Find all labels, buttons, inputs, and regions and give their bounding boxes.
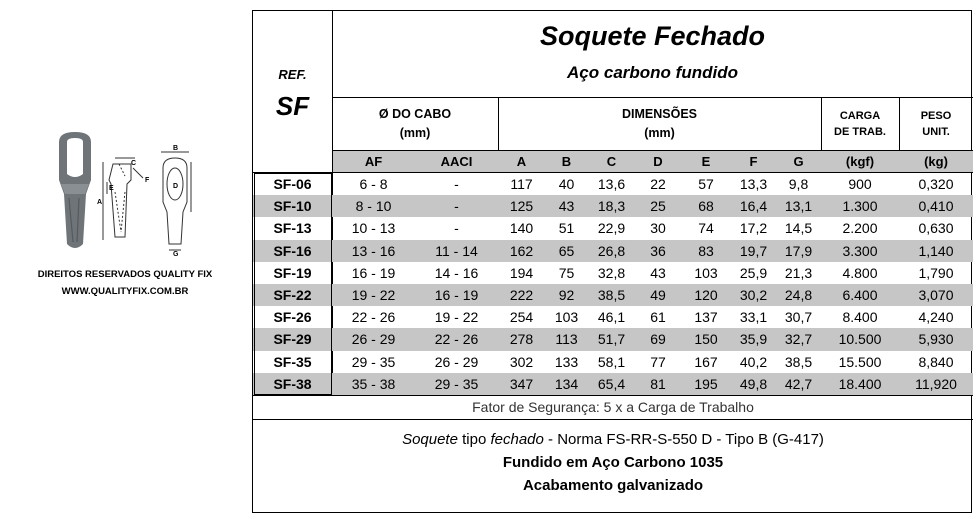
row-cell-kg: 0,630 (918, 220, 954, 237)
row-cell-d: 77 (650, 353, 666, 370)
page-title: Soquete Fechado (539, 21, 766, 51)
row-cell-a: 162 (509, 242, 534, 259)
row-cell-kg: 11,920 (915, 375, 957, 392)
row-cell-g: 13,1 (784, 198, 813, 215)
unit-weight-header (899, 97, 973, 150)
row-cell-kg: 3,070 (918, 287, 954, 304)
ref-column-frame (254, 173, 332, 395)
row-cell-e: 68 (698, 198, 714, 215)
row-cell-b: 43 (558, 198, 575, 215)
row-cell-af: 29 - 35 (351, 353, 396, 370)
row-cell-aaci: - (454, 176, 459, 193)
row-cell-aaci: - (454, 198, 459, 215)
row-cell-aaci: 16 - 19 (434, 287, 479, 304)
row-cell-e: 103 (694, 264, 718, 281)
row-cell-g: 30,7 (784, 309, 813, 326)
product-panel (0, 0, 250, 519)
ref-code: SF (275, 91, 310, 121)
row-cell-c: 58,1 (597, 353, 626, 370)
row-cell-aaci: 22 - 26 (434, 331, 479, 348)
row-cell-kgf: 2.200 (842, 220, 878, 237)
row-cell-kgf: 6.400 (842, 287, 878, 304)
row-cell-a: 125 (509, 198, 534, 215)
dim-letter-a: A (97, 199, 103, 206)
sub-header-aaci: AACI (440, 154, 473, 169)
row-cell-b: 133 (554, 353, 579, 370)
row-cell-kgf: 8.400 (842, 309, 878, 326)
sub-header-a: A (516, 154, 527, 169)
footer-standard-line (253, 431, 973, 448)
row-cell-b: 92 (558, 287, 575, 304)
row-cell-d: 36 (650, 242, 666, 259)
row-cell-d: 61 (650, 309, 666, 326)
row-cell-kgf: 15.500 (838, 353, 882, 370)
row-cell-a: 347 (509, 375, 534, 392)
row-ref: SF-29 (273, 331, 312, 348)
row-cell-d: 81 (650, 375, 666, 392)
row-cell-kg: 5,930 (918, 331, 954, 348)
row-cell-d: 69 (650, 331, 666, 348)
dim-letter-g: G (173, 251, 179, 257)
footer-closed-word: fechado (490, 431, 544, 448)
footer-norm: - Norma FS-RR-S-550 D - Tipo B (G-417) (543, 431, 824, 448)
row-cell-e: 137 (694, 309, 718, 326)
sub-header-e: E (701, 154, 711, 169)
row-cell-c: 13,6 (597, 176, 626, 193)
row-cell-c: 18,3 (597, 198, 626, 215)
row-cell-kg: 4,240 (918, 309, 954, 326)
row-cell-b: 75 (558, 264, 575, 281)
row-cell-af: 13 - 16 (351, 242, 396, 259)
row-cell-c: 46,1 (597, 309, 626, 326)
row-cell-c: 51,7 (597, 331, 626, 348)
sub-header-kgf: (kgf) (845, 154, 875, 169)
sub-header-b: B (561, 154, 572, 169)
row-cell-af: 10 - 13 (351, 220, 396, 237)
row-cell-e: 74 (698, 220, 714, 237)
row-cell-kgf: 3.300 (842, 242, 878, 259)
row-cell-d: 30 (650, 220, 666, 237)
sub-header-c: C (606, 154, 617, 169)
row-cell-af: 6 - 8 (359, 176, 388, 193)
row-cell-f: 19,7 (739, 242, 768, 259)
row-cell-g: 14,5 (784, 220, 813, 237)
socket-photo (59, 132, 91, 248)
row-cell-d: 49 (650, 287, 666, 304)
dim-letter-f: F (145, 177, 150, 184)
row-cell-aaci: 26 - 29 (434, 353, 479, 370)
row-ref: SF-35 (273, 353, 312, 370)
row-ref: SF-16 (273, 242, 312, 259)
row-cell-a: 194 (509, 264, 534, 281)
row-cell-c: 38,5 (597, 287, 626, 304)
row-cell-g: 24,8 (784, 287, 813, 304)
sub-header-d: D (653, 154, 663, 169)
row-ref: SF-38 (273, 375, 312, 392)
row-cell-e: 120 (694, 287, 718, 304)
row-cell-af: 8 - 10 (355, 198, 392, 215)
row-cell-aaci: - (454, 220, 459, 237)
cable-diameter-unit: (mm) (399, 125, 431, 140)
row-cell-g: 32,7 (784, 331, 813, 348)
row-cell-b: 103 (554, 309, 579, 326)
safety-factor-note: Fator de Segurança: 5 x a Carga de Trabalho (472, 399, 754, 415)
row-cell-g: 38,5 (784, 353, 813, 370)
row-cell-f: 17,2 (739, 220, 768, 237)
row-cell-aaci: 19 - 22 (434, 309, 479, 326)
ref-label: REF. (278, 67, 307, 82)
row-ref: SF-13 (273, 220, 312, 237)
dimensions-unit: (mm) (644, 125, 675, 140)
footer-material: Fundido em Aço Carbono 1035 (502, 454, 724, 471)
row-cell-kgf: 900 (848, 176, 872, 193)
row-cell-d: 43 (650, 264, 666, 281)
row-cell-kg: 0,320 (918, 176, 954, 193)
row-cell-e: 57 (698, 176, 714, 193)
row-cell-b: 65 (558, 242, 575, 259)
socket-side-view (103, 158, 143, 240)
row-cell-c: 65,4 (597, 375, 626, 392)
row-cell-a: 222 (509, 287, 534, 304)
row-cell-e: 167 (694, 353, 718, 370)
row-cell-f: 49,8 (739, 375, 768, 392)
row-cell-e: 150 (694, 331, 718, 348)
row-cell-c: 22,9 (597, 220, 626, 237)
row-cell-b: 113 (555, 331, 578, 348)
row-ref: SF-26 (273, 309, 312, 326)
row-cell-b: 51 (558, 220, 575, 237)
sub-header-g: G (793, 154, 804, 169)
row-ref: SF-19 (273, 264, 312, 281)
row-cell-f: 35,9 (739, 331, 768, 348)
row-cell-g: 21,3 (784, 264, 813, 281)
row-cell-e: 195 (694, 375, 718, 392)
footer-type-word: tipo (457, 431, 491, 448)
row-cell-kg: 0,410 (918, 198, 954, 215)
row-cell-g: 42,7 (784, 375, 813, 392)
row-cell-aaci: 29 - 35 (434, 375, 479, 392)
dim-letter-d: D (173, 183, 179, 190)
row-cell-a: 254 (509, 309, 534, 326)
row-cell-a: 302 (509, 353, 534, 370)
working-load-header (821, 97, 899, 150)
spec-sheet (252, 10, 972, 513)
row-cell-d: 25 (650, 198, 666, 215)
website-link[interactable]: WWW.QUALITYFIX.COM.BR (61, 286, 189, 297)
dim-letter-b: B (173, 145, 179, 152)
dim-letter-e: E (109, 185, 114, 192)
row-cell-a: 278 (509, 331, 534, 348)
dim-letter-c: C (131, 160, 137, 167)
row-cell-c: 26,8 (597, 242, 626, 259)
working-load-line1: CARGA (839, 109, 881, 122)
unit-weight-line1: PESO (920, 109, 952, 122)
footer-product-word: Soquete (402, 431, 458, 448)
socket-front-view (161, 152, 191, 250)
row-cell-c: 32,8 (597, 264, 626, 281)
row-cell-f: 40,2 (739, 353, 768, 370)
row-cell-f: 30,2 (739, 287, 768, 304)
row-cell-kgf: 4.800 (842, 264, 878, 281)
row-cell-b: 40 (558, 176, 575, 193)
row-cell-a: 140 (509, 220, 534, 237)
page-subtitle: Aço carbono fundido (567, 63, 738, 82)
unit-weight-line2: UNIT. (922, 125, 950, 138)
row-cell-e: 83 (698, 242, 714, 259)
row-cell-d: 22 (650, 176, 666, 193)
row-cell-kgf: 1.300 (842, 198, 878, 215)
row-cell-aaci: 14 - 16 (434, 264, 479, 281)
row-cell-a: 117 (510, 176, 533, 193)
sub-header-f: F (749, 154, 758, 169)
sub-header-kg: (kg) (924, 154, 948, 169)
row-cell-f: 25,9 (739, 264, 768, 281)
row-ref: SF-10 (273, 198, 312, 215)
dimensions-header (498, 97, 821, 150)
row-cell-kgf: 18.400 (838, 375, 882, 392)
row-cell-kg: 1,140 (918, 242, 954, 259)
row-cell-af: 16 - 19 (351, 264, 396, 281)
row-cell-af: 26 - 29 (351, 331, 396, 348)
row-cell-af: 19 - 22 (351, 287, 396, 304)
row-cell-kg: 8,840 (918, 353, 954, 370)
working-load-line2: DE TRAB. (834, 125, 886, 138)
socket-illustration (45, 132, 215, 257)
row-cell-f: 16,4 (739, 198, 768, 215)
dimensions-label: DIMENSÕES (621, 106, 697, 121)
row-ref: SF-06 (273, 176, 312, 193)
row-cell-af: 35 - 38 (351, 375, 396, 392)
footer-finish: Acabamento galvanizado (522, 477, 704, 494)
row-cell-kg: 1,790 (918, 264, 954, 281)
row-cell-b: 134 (554, 375, 579, 392)
row-cell-g: 17,9 (784, 242, 813, 259)
row-cell-af: 22 - 26 (351, 309, 396, 326)
copyright-notice: DIREITOS RESERVADOS QUALITY FIX (37, 269, 213, 280)
row-cell-f: 33,1 (739, 309, 768, 326)
row-cell-aaci: 11 - 14 (435, 242, 478, 259)
row-cell-f: 13,3 (739, 176, 768, 193)
row-cell-kgf: 10.500 (838, 331, 882, 348)
row-cell-g: 9,8 (788, 176, 809, 193)
row-ref: SF-22 (273, 287, 312, 304)
cable-diameter-header (332, 97, 498, 150)
sub-header-af: AF (364, 154, 383, 169)
cable-diameter-label: Ø DO CABO (378, 106, 452, 121)
